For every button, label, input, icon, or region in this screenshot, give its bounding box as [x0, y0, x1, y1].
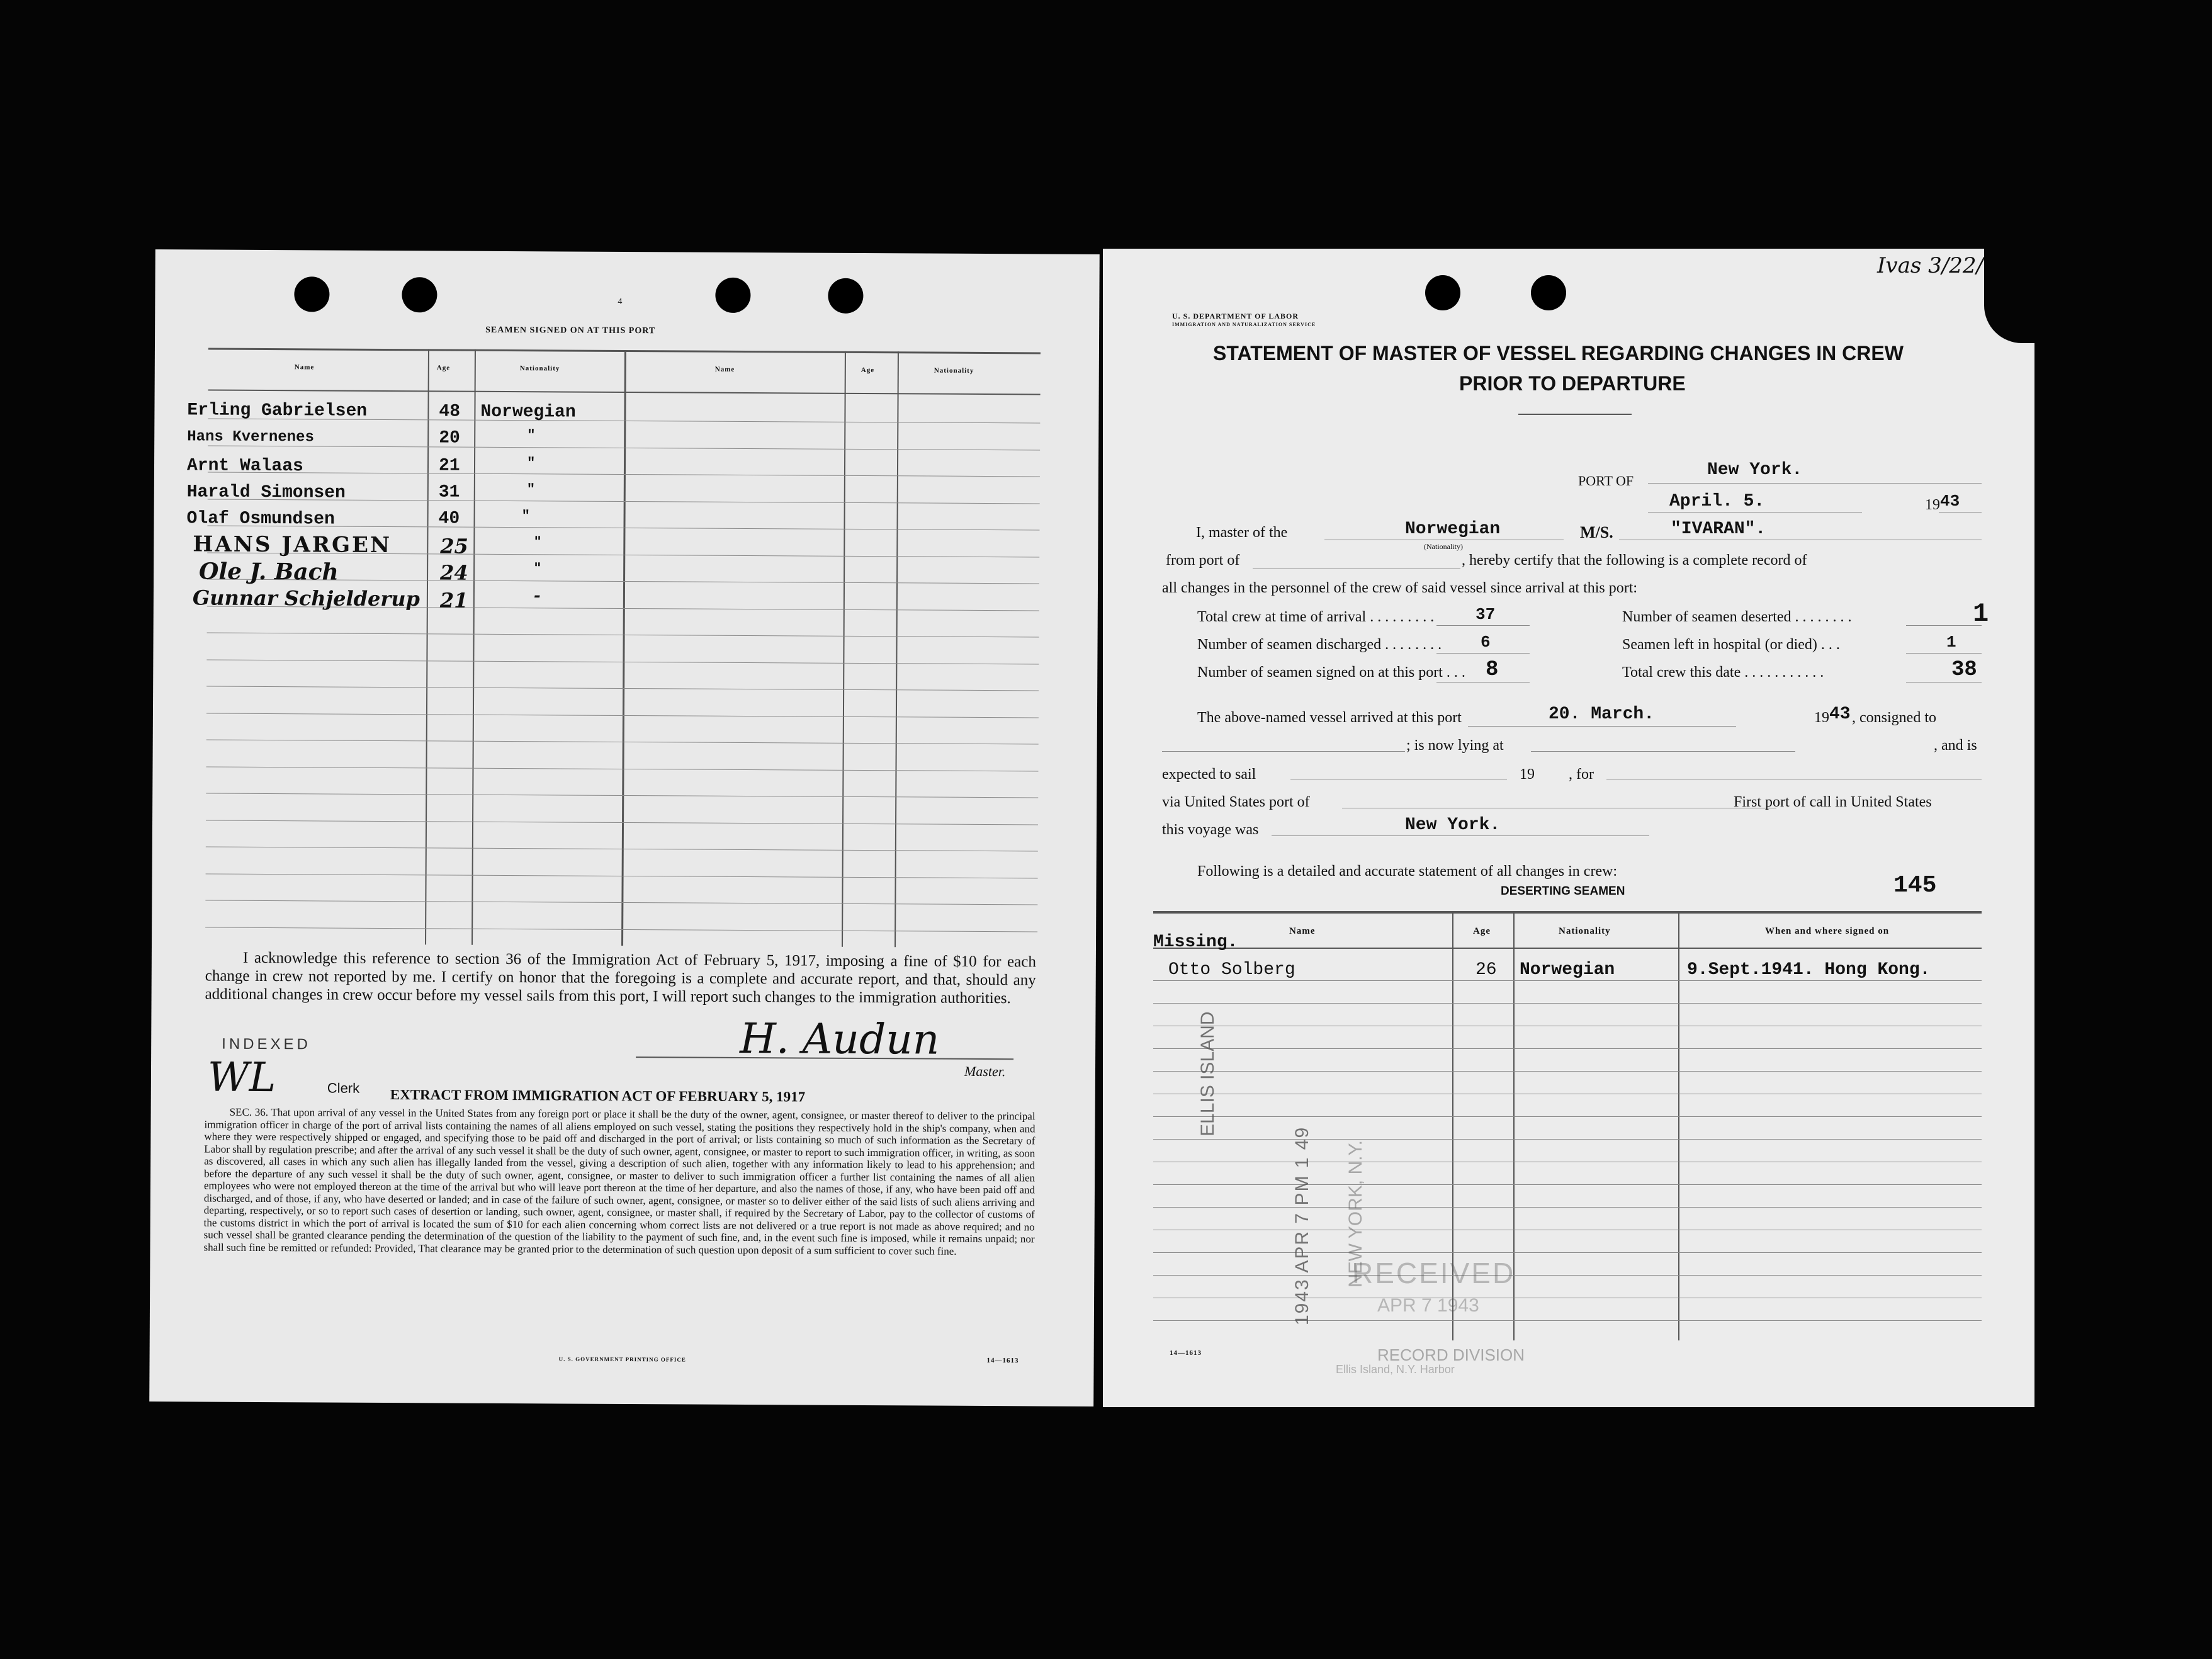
punch-hole: [402, 277, 437, 312]
certify-text: , hereby certify that the following is a complete record of: [1462, 552, 1807, 569]
blank-line: [1162, 751, 1405, 752]
following-text: Following is a detailed and accurate statement of all changes in crew:: [1197, 863, 1618, 880]
first-port-label: First port of call in United States: [1734, 794, 1932, 810]
deserter-nationality: Norwegian: [1520, 960, 1615, 980]
consigned-to: , consigned to: [1852, 710, 1936, 726]
col-header-name: Name: [714, 365, 735, 373]
deserter-name: Otto Solberg: [1168, 960, 1295, 980]
col-divider: [894, 351, 899, 947]
clerk-initials: WL: [207, 1054, 276, 1102]
title-rule: [1518, 414, 1632, 415]
value-line: [1436, 625, 1530, 626]
arrived-label: The above-named vessel arrived at this port: [1197, 710, 1462, 726]
ruled-line: [1153, 1003, 1982, 1004]
this-voyage-label: this voyage was: [1162, 822, 1259, 838]
sail-year-prefix: 19: [1520, 766, 1535, 783]
form-code: 14—1613: [986, 1357, 1019, 1365]
col-divider: [1678, 911, 1679, 1340]
left-page: [149, 249, 1100, 1407]
total-date-value: 38: [1951, 658, 1977, 682]
and-is-text: , and is: [1934, 737, 1977, 754]
acknowledgement-text: I acknowledge this reference to section 36 of the Immigration Act of February 5, 1917, imposing a fine of $10 for each change in crew not reported by me. I certify on honor that the foregoing is a complete and accurate report, and that, should any additional changes in crew occur before my vessel sails from this port, I will report such changes to the immigration authorities.: [205, 949, 1036, 1007]
col-divider: [621, 350, 626, 946]
crew-age-handwritten: 21: [439, 588, 468, 613]
ruled-line: [1153, 1139, 1982, 1140]
crew-age: 40: [438, 509, 460, 529]
blank-line: [1272, 835, 1649, 836]
discharged-label: Number of seamen discharged . . . . . . . .: [1197, 637, 1442, 653]
received-stamp: RECEIVED: [1352, 1257, 1516, 1289]
col-header-name: Name: [1289, 926, 1316, 936]
expected-to-sail: expected to sail: [1162, 766, 1256, 783]
stamp-date: 1943 APR 7 PM 1 49: [1292, 1126, 1312, 1325]
signed-on-label: Number of seamen signed on at this port . . .: [1197, 664, 1465, 681]
deserted-label: Number of seamen deserted . . . . . . . .: [1622, 609, 1852, 625]
from-port-label: from port of: [1166, 552, 1240, 569]
crew-nationality-handwritten: -: [533, 586, 541, 606]
torn-corner: [1984, 249, 2034, 343]
ruled-line: [1153, 1320, 1982, 1321]
ruled-lines: [155, 249, 1100, 254]
section-heading: SEAMEN SIGNED ON AT THIS PORT: [485, 325, 656, 336]
value-line: [1436, 653, 1530, 654]
service-line: IMMIGRATION AND NATURALIZATION SERVICE: [1172, 322, 1316, 327]
col-header-signed-on: When and where signed on: [1765, 926, 1890, 936]
punch-hole: [1425, 275, 1460, 310]
vessel-name: "IVARAN".: [1671, 519, 1766, 539]
crew-nationality-handwritten: ": [534, 560, 541, 577]
page-number: 4: [618, 297, 623, 307]
ruled-line: [1153, 1116, 1982, 1117]
value-line: [1906, 625, 1982, 626]
printer-credit: U. S. GOVERNMENT PRINTING OFFICE: [558, 1356, 686, 1363]
col-header-nationality: Nationality: [1559, 926, 1611, 936]
port-label: PORT OF: [1578, 473, 1634, 489]
col-header-nationality: Nationality: [934, 366, 974, 375]
punch-hole: [828, 278, 863, 314]
crew-nationality-handwritten: ": [534, 533, 541, 550]
arrived-line: [1468, 726, 1736, 727]
arrived-date: 20. March.: [1549, 705, 1655, 724]
all-changes-text: all changes in the personnel of the crew of said vessel since arrival at this port:: [1162, 580, 1638, 596]
crew-name: Erling Gabrielsen: [187, 400, 368, 421]
department-line: U. S. DEPARTMENT OF LABOR: [1172, 312, 1299, 320]
hospital-label: Seamen left in hospital (or died) . . .: [1622, 637, 1840, 653]
stamp-city: NEW YORK, N.Y.: [1345, 1140, 1366, 1288]
col-header-age: Age: [861, 366, 875, 375]
master-signature: H. Audun: [740, 1014, 940, 1064]
missing-label: Missing.: [1153, 932, 1238, 952]
indexed-stamp: INDEXED: [222, 1035, 311, 1053]
master-label: Master.: [964, 1063, 1006, 1080]
header-rule: [1153, 948, 1982, 949]
master-of-label: I, master of the: [1196, 524, 1288, 541]
col-divider: [425, 349, 429, 944]
deserting-heading: DESERTING SEAMEN: [1501, 885, 1625, 898]
col-header-name: Name: [294, 363, 315, 371]
port-value: New York.: [1707, 460, 1803, 480]
lying-at-text: ; is now lying at: [1406, 737, 1504, 754]
crew-age: 31: [438, 482, 460, 502]
deserter-signed-on: 9.Sept.1941. Hong Kong.: [1687, 960, 1931, 980]
value-line: [1906, 653, 1982, 654]
corner-note: Ivas 3/22/: [1877, 253, 1983, 278]
crew-nationality: ": [526, 482, 536, 498]
form-subtitle: PRIOR TO DEPARTURE: [1459, 372, 1686, 395]
received-date: APR 7 1943: [1377, 1295, 1479, 1316]
crew-name: Arnt Walaas: [186, 456, 303, 477]
ruled-line: [1153, 980, 1982, 981]
crew-name-handwritten: Gunnar Schjelderup: [192, 586, 420, 611]
nationality-value: Norwegian: [1405, 519, 1501, 539]
extract-title: EXTRACT FROM IMMIGRATION ACT OF FEBRUARY 5, 1917: [390, 1087, 806, 1105]
col-divider: [842, 351, 846, 947]
col-header-age: Age: [436, 364, 451, 372]
crew-name-handwritten: HANS JARGEN: [193, 531, 392, 558]
right-page: [1103, 249, 2034, 1407]
clerk-label: Clerk: [327, 1080, 360, 1096]
ellis-island-stamp: ELLIS ISLAND: [1197, 1011, 1218, 1136]
arrived-year-prefix: 19: [1814, 710, 1829, 726]
vessel-type: M/S.: [1580, 523, 1613, 541]
for-label: , for: [1569, 766, 1594, 783]
form-number: 145: [1893, 872, 1937, 899]
ruled-line: [1153, 1275, 1982, 1276]
total-arrival-value: 37: [1476, 605, 1496, 624]
crew-nationality: ": [527, 427, 536, 444]
extract-text: SEC. 36. That upon arrival of any vessel in the United States from any foreign port or place it shall be the duty of the owner, agent, consignee, or master thereof to deliver to the principal immigration officer in charge of the port of arrival lists containing the names of all aliens employed on such vessel, stating the positions they respectively hold in the ship's company, when and where they were respectively shipped or engaged, and specifying those to be paid off and discharged in the port of arrival; or lists containing so much of such information as the Secretary of Labor shall by regulation prescribe; and after the arrival of any such vessel it shall be the duty of such owner, agent, consignee, or master to report to such immigration officer, in writing, as soon as discovered, all cases in which any such alien has illegally landed from the vessel, giving a description of such alien, together with any information likely to lead to his apprehension; and before the departure of any such vessel it shall be the duty of such owner, agent, consignee, or master to deliver to such immigration officer a further list containing the names of all alien employees who were not employed thereon at the time of the arrival but who will leave port thereon at the time of her departure, and also the names of those, if any, who have been paid off and discharged, and of those, if any, who have deserted or landed; and in case of the failure of such owner, agent, consignee, or master so to deliver either of the said lists of such aliens arriving and departing, respectively, or so to report such cases of desertion or landing, such owner, agent, consignee, or master shall, if required by the Secretary of Labor, pay to the collector of customs of the customs district in which the port of arrival is located the sum of $10 for each alien concerning whom correct lists are not delivered or a true report is not made as above required; and no such vessel shall be granted clearance pending the determination of the question of the liability to the payment of such fine, and, in the event such fine is imposed, while it remains unpaid; nor shall such fine be remitted or refunded: Provided, That clearance may be granted prior to the determination of such question upon deposit of a sum sufficient to cover such fine.: [203, 1106, 1035, 1257]
year-suffix: 43: [1940, 492, 1960, 511]
col-header-age: Age: [1473, 926, 1491, 936]
crew-name: Harald Simonsen: [186, 482, 346, 503]
signed-on-value: 8: [1486, 658, 1499, 682]
ruled-line: [1153, 1071, 1982, 1072]
total-arrival-label: Total crew at time of arrival . . . . . . . . .: [1197, 609, 1435, 625]
year-prefix: 19: [1925, 497, 1940, 513]
crew-age: 20: [439, 428, 460, 448]
col-divider: [471, 349, 476, 945]
crew-nationality: Norwegian: [480, 402, 576, 422]
ruled-line: [1153, 1207, 1982, 1208]
record-division-place: Ellis Island, N.Y. Harbor: [1336, 1363, 1455, 1376]
crew-age-handwritten: 25: [440, 534, 468, 558]
blank-line: [1531, 751, 1795, 752]
punch-hole: [715, 278, 750, 313]
punch-hole: [294, 276, 329, 312]
crew-name: Olaf Osmundsen: [186, 509, 335, 529]
ruled-line: [1153, 1184, 1982, 1185]
nationality-caption: (Nationality): [1424, 542, 1463, 551]
crew-age-handwritten: 24: [440, 560, 468, 585]
via-label: via United States port of: [1162, 794, 1310, 810]
crew-age: 48: [439, 402, 461, 422]
crew-nationality: ": [526, 455, 536, 472]
total-date-label: Total crew this date . . . . . . . . . . .: [1622, 664, 1824, 681]
col-header-nationality: Nationality: [519, 365, 560, 373]
crew-age: 21: [438, 456, 460, 476]
crew-name: Hans Kvernenes: [187, 428, 314, 446]
punch-hole: [1531, 275, 1566, 310]
record-division: RECORD DIVISION: [1377, 1345, 1525, 1364]
arrived-year-suffix: 43: [1829, 705, 1851, 724]
hospital-value: 1: [1946, 633, 1956, 652]
deserter-age: 26: [1476, 960, 1497, 980]
ruled-line: [1153, 1048, 1982, 1049]
port-line: [1648, 483, 1982, 484]
crew-name-handwritten: Ole J. Bach: [199, 558, 339, 586]
crew-nationality: ": [521, 508, 530, 524]
date-value: April. 5.: [1669, 492, 1765, 511]
first-port-value: New York.: [1405, 815, 1501, 835]
table-top-rule: [1153, 911, 1982, 914]
discharged-value: 6: [1481, 633, 1491, 652]
deserted-value: 1: [1973, 599, 1989, 629]
form-code: 14—1613: [1170, 1349, 1202, 1357]
ruled-line: [1153, 1252, 1982, 1253]
form-title: STATEMENT OF MASTER OF VESSEL REGARDING CHANGES IN CREW: [1213, 342, 1904, 365]
